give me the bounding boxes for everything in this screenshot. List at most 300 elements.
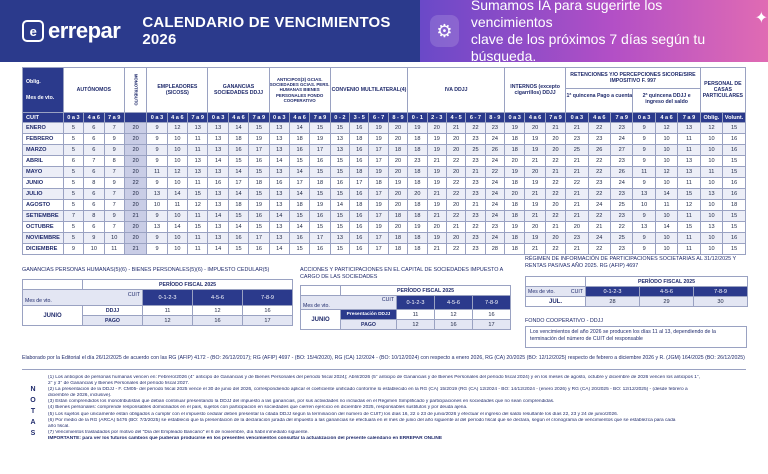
date-cell: 19 — [525, 178, 545, 189]
date-cell: 19 — [427, 167, 446, 178]
date-cell: 17 — [310, 233, 330, 244]
regimen-col-1: 0-1-2-3 — [586, 287, 640, 297]
date-cell: 20 — [545, 233, 565, 244]
date-cell: 20 — [525, 123, 545, 134]
date-cell: 18 — [505, 145, 525, 156]
date-cell: 19 — [505, 222, 525, 233]
cuit-col-header: 7 a 9 — [249, 113, 269, 123]
date-cell: 16 — [723, 145, 746, 156]
date-cell: 18 — [388, 244, 407, 255]
date-cell: 26 — [588, 145, 610, 156]
date-cell: 14 — [269, 244, 289, 255]
date-cell: 21 — [566, 200, 588, 211]
acciones-mes-cuit: CUIT Mes de vto. — [301, 296, 397, 310]
date-cell: 14 — [228, 167, 248, 178]
acciones-title: ACCIONES Y PARTICIPACIONES EN EL CAPITAL DE SOCIEDADES IMPUESTO A CARGO DE LAS SOCIEDADES — [300, 267, 503, 280]
date-cell: 15 — [330, 123, 349, 134]
date-cell: 16 — [350, 233, 369, 244]
month-cell: NOVIEMBRE — [23, 233, 64, 244]
date-cell: 13 — [269, 200, 289, 211]
date-cell: 10 — [167, 233, 187, 244]
date-cell: 19 — [427, 233, 446, 244]
date-cell: 16 — [208, 178, 228, 189]
cuit-col-header: 4 a 6 — [84, 113, 104, 123]
table-row — [23, 123, 746, 134]
logo-mark-icon: e — [22, 20, 44, 42]
cuit-col-header: 7 a 9 — [188, 113, 208, 123]
cuit-col-header: 0 a 3 — [269, 113, 289, 123]
cuit-col-header: 8 - 9 — [485, 113, 504, 123]
cuit-col-header: 0 a 3 — [633, 113, 655, 123]
date-cell: 5 — [63, 189, 83, 200]
date-cell: 10 — [655, 145, 677, 156]
elaborado-note: Elaborado por la Editorial el día 26/12/2025 de acuerdo con las RG (AFIP) 4172 - (BO: 26/12/2017); RG (AFIP) 4697 - (BO: 15/4/2020), RG (CA) 12/2024 - (BO: 10/12/2024) con respecto a enero 2026, RG (CA) 20/2025 (BO: 12/12/2025) respecto de febrero a diciembre 2026 y R. (JGM) 164/2025 (BO: 26/12/2025) — [22, 355, 745, 361]
date-cell: 9 — [633, 178, 655, 189]
cuit-col-header: 6 - 7 — [369, 113, 388, 123]
date-cell: 20 — [124, 123, 146, 134]
date-cell: 22 — [588, 156, 610, 167]
date-cell: 9 — [104, 145, 124, 156]
date-cell: 18 — [408, 211, 427, 222]
date-cell: 13 — [208, 167, 228, 178]
cuit-col-header: 4 a 6 — [289, 113, 309, 123]
date-cell: 14 — [289, 167, 309, 178]
cuit-col-header: 0 - 2 — [330, 113, 349, 123]
date-cell: 8 — [84, 211, 104, 222]
cuit-col-header: 7 a 9 — [678, 113, 700, 123]
date-cell: 10 — [655, 178, 677, 189]
date-cell: 20 — [446, 134, 465, 145]
nota-line: (7) Vencimientos trasladados por motivo del "Día del Empleado Bancario" el 6 de noviembre, día hábil inmediato siguiente. — [48, 429, 309, 435]
date-cell: 18 — [249, 178, 269, 189]
date-cell: 9 — [147, 145, 167, 156]
date-cell: 21 — [525, 156, 545, 167]
date-cell: 12 — [167, 167, 187, 178]
regimen-month: JUL. — [526, 297, 586, 307]
date-cell: 14 — [655, 222, 677, 233]
date-cell: 24 — [588, 200, 610, 211]
quincena-1-header: 1ª quincena Pago a cuenta — [566, 89, 633, 112]
date-cell: 23 — [485, 222, 504, 233]
date-cell: 11 — [147, 167, 167, 178]
date-cell: 6 — [84, 189, 104, 200]
gph-row2-label: PAGO — [83, 316, 143, 326]
table-row — [23, 134, 746, 145]
date-cell: 9 — [633, 134, 655, 145]
date-cell: 13 — [269, 167, 289, 178]
date-cell: 19 — [408, 123, 427, 134]
date-cell: 10 — [700, 200, 722, 211]
date-cell: 10 — [167, 178, 187, 189]
date-cell: 15 — [330, 189, 349, 200]
date-cell: 15 — [289, 211, 309, 222]
date-cell: 20 — [388, 167, 407, 178]
group-ganancias-sociedades: GANANCIAS SOCIEDADES DDJJ — [208, 68, 269, 113]
date-cell: 24 — [588, 233, 610, 244]
date-cell: 22 — [466, 222, 485, 233]
date-cell: 15 — [723, 156, 746, 167]
cuit-col-header: 4 - 5 — [446, 113, 465, 123]
date-cell: 24 — [485, 134, 504, 145]
date-cell: 22 — [545, 244, 565, 255]
date-cell: 10 — [700, 156, 722, 167]
date-cell: 10 — [700, 233, 722, 244]
date-cell: 5 — [63, 145, 83, 156]
date-cell: 9 — [633, 244, 655, 255]
date-cell: 9 — [633, 145, 655, 156]
date-cell: 21 — [525, 244, 545, 255]
date-cell: 12 — [655, 123, 677, 134]
date-cell: 22 — [588, 167, 610, 178]
date-cell: 19 — [369, 222, 388, 233]
date-cell: 24 — [485, 233, 504, 244]
date-cell: 10 — [700, 244, 722, 255]
date-cell: 9 — [633, 233, 655, 244]
date-cell: 9 — [104, 211, 124, 222]
date-cell: 21 — [566, 189, 588, 200]
date-cell: 23 — [611, 156, 633, 167]
date-cell: 14 — [228, 189, 248, 200]
acciones-row2-label: PAGO — [341, 320, 397, 330]
date-cell: 18 — [350, 167, 369, 178]
date-cell: 6 — [63, 156, 83, 167]
date-cell: 18 — [505, 211, 525, 222]
date-cell: 22 — [588, 211, 610, 222]
cuit-col-header: 8 - 9 — [388, 113, 407, 123]
date-cell: 11 — [678, 211, 700, 222]
month-cell: DICIEMBRE — [23, 244, 64, 255]
date-cell: 20 — [545, 134, 565, 145]
date-cell: 16 — [330, 178, 349, 189]
gph-pago-2: 16 — [193, 316, 243, 326]
date-cell: 13 — [208, 189, 228, 200]
date-cell: 22 — [446, 156, 465, 167]
date-cell: 18 — [505, 178, 525, 189]
date-cell: 24 — [485, 200, 504, 211]
date-cell: 19 — [310, 134, 330, 145]
table-row — [23, 178, 746, 189]
date-cell: 20 — [427, 222, 446, 233]
date-cell: 15 — [330, 244, 349, 255]
date-cell: 14 — [167, 189, 187, 200]
date-cell: 20 — [124, 134, 146, 145]
date-cell: 18 — [408, 178, 427, 189]
date-cell: 10 — [655, 134, 677, 145]
date-cell: 19 — [369, 134, 388, 145]
date-cell: 9 — [147, 211, 167, 222]
gph-month: JUNIO — [23, 306, 83, 326]
date-cell: 14 — [208, 244, 228, 255]
gph-table — [22, 279, 293, 326]
date-cell: 16 — [289, 145, 309, 156]
acciones-row1-label: Presentación DDJJ — [341, 310, 397, 320]
date-cell: 15 — [310, 123, 330, 134]
date-cell: 19 — [369, 123, 388, 134]
date-cell: 15 — [310, 167, 330, 178]
regimen-table — [525, 276, 748, 307]
date-cell: 22 — [566, 178, 588, 189]
date-cell: 21 — [427, 189, 446, 200]
date-cell: 15 — [678, 222, 700, 233]
date-cell: 6 — [84, 200, 104, 211]
date-cell: 9 — [147, 178, 167, 189]
cuit-col-header: 4 a 6 — [167, 113, 187, 123]
fondo-title: FONDO COOPERATIVO - DDJJ — [525, 318, 604, 324]
date-cell: 19 — [310, 200, 330, 211]
date-cell: 23 — [466, 233, 485, 244]
date-cell: 25 — [611, 233, 633, 244]
group-iva: IVA DDJJ — [408, 68, 505, 113]
date-cell: 9 — [104, 178, 124, 189]
date-cell: 17 — [350, 178, 369, 189]
ia-promo-banner[interactable] — [420, 0, 768, 62]
date-cell: 10 — [700, 211, 722, 222]
date-cell: 13 — [330, 233, 349, 244]
date-cell: 15 — [249, 123, 269, 134]
date-cell: 13 — [269, 123, 289, 134]
table-row — [23, 156, 746, 167]
date-cell: 27 — [611, 145, 633, 156]
date-cell: 14 — [289, 123, 309, 134]
date-cell: 17 — [369, 233, 388, 244]
date-cell: 24 — [485, 211, 504, 222]
date-cell: 12 — [655, 167, 677, 178]
date-cell: 22 — [446, 189, 465, 200]
cuit-col-header: 7 a 9 — [310, 113, 330, 123]
date-cell: 20 — [446, 233, 465, 244]
date-cell: 14 — [655, 189, 677, 200]
date-cell: 11 — [678, 134, 700, 145]
date-cell: 19 — [369, 200, 388, 211]
date-cell: 15 — [310, 189, 330, 200]
date-cell: 5 — [63, 200, 83, 211]
date-cell: 11 — [104, 244, 124, 255]
date-cell: 11 — [678, 178, 700, 189]
date-cell: 16 — [350, 211, 369, 222]
date-cell: 21 — [466, 200, 485, 211]
nota-line: (2) La presentación de la DDJJ - F. CM05- del período fiscal 2025 vence el 30 de junio del 2026, correspondiendo aplicar el coeficiente unificado conforme lo establecido en la RG (CA) 15/2019 (RG (CA) 12/2024 - BO: 14/12/2024 - (enero 2026) y RG (CA) 20/2025 - BO: 12/12/2025) - (desde febrero a — [48, 387, 688, 393]
date-cell: 9 — [633, 156, 655, 167]
date-cell: 18 — [350, 134, 369, 145]
sparkle-icon: ✦ — [754, 10, 768, 27]
group-anticipos: ANTICIPOS(3) GCIAS. SOCIEDADES GCIAS. PERS. HUMANAS BIENES PERSONALES FONDO COOPERATIVO — [269, 68, 330, 113]
date-cell: 19 — [427, 145, 446, 156]
date-cell: 19 — [249, 200, 269, 211]
date-cell: 20 — [124, 145, 146, 156]
month-cell: JULIO — [23, 189, 64, 200]
date-cell: 20 — [388, 189, 407, 200]
month-cell: ABRIL — [23, 156, 64, 167]
date-cell: 15 — [723, 222, 746, 233]
date-cell: 11 — [700, 167, 722, 178]
date-cell: 20 — [388, 200, 407, 211]
date-cell: 24 — [485, 178, 504, 189]
date-cell: 9 — [84, 233, 104, 244]
table-row — [23, 244, 746, 255]
table-row — [23, 189, 746, 200]
notas-list — [48, 375, 746, 442]
gph-periodo: PERÍODO FISCAL 2025 — [83, 280, 293, 290]
date-cell: 17 — [310, 145, 330, 156]
date-cell: 18 — [289, 134, 309, 145]
date-cell: 14 — [289, 189, 309, 200]
date-cell: 13 — [208, 145, 228, 156]
date-cell: 23 — [466, 134, 485, 145]
date-cell: 7 — [104, 200, 124, 211]
acciones-month: JUNIO — [301, 310, 341, 330]
nota-line: IMPORTANTE: para ver los futuros cambios que pudieran producirse en los presentes vencimientos consultar la actualización del presente calendario en ERREPAR ONLINE — [48, 435, 443, 441]
date-cell: 13 — [147, 222, 167, 233]
date-cell: 16 — [723, 178, 746, 189]
date-cell: 16 — [350, 156, 369, 167]
date-cell: 20 — [446, 167, 465, 178]
date-cell: 23 — [466, 156, 485, 167]
page-title: CALENDARIO DE VENCIMIENTOS 2026 — [142, 14, 391, 48]
acciones-ddjj-3: 16 — [473, 310, 511, 320]
date-cell: 10 — [700, 145, 722, 156]
date-cell: 14 — [330, 200, 349, 211]
date-cell: 16 — [723, 189, 746, 200]
date-cell: 10 — [167, 211, 187, 222]
date-cell: 16 — [723, 134, 746, 145]
date-cell: 16 — [289, 233, 309, 244]
date-cell: 25 — [566, 145, 588, 156]
cuit-col-header: 0 - 1 — [408, 113, 427, 123]
vencimientos-body — [23, 123, 746, 255]
regimen-mes-cuit: Mes de vto. CUIT — [526, 287, 586, 297]
date-cell: 23 — [588, 178, 610, 189]
date-cell: 15 — [228, 211, 248, 222]
date-cell: 16 — [350, 145, 369, 156]
date-cell: 18 — [505, 200, 525, 211]
date-cell: 18 — [388, 145, 407, 156]
errepar-logo — [22, 18, 120, 44]
date-cell: 15 — [249, 189, 269, 200]
date-cell: 21 — [124, 211, 146, 222]
date-cell: 9 — [147, 123, 167, 134]
date-cell: 15 — [330, 156, 349, 167]
gph-ddjj-1: 11 — [143, 306, 193, 316]
regimen-col-2: 4-5-6 — [640, 287, 694, 297]
divider — [22, 369, 746, 370]
date-cell: 18 — [505, 244, 525, 255]
cuit-col-header: 7 a 9 — [104, 113, 124, 123]
month-cell: MAYO — [23, 167, 64, 178]
date-cell: 6 — [84, 145, 104, 156]
date-cell: 10 — [84, 244, 104, 255]
date-cell: 26 — [485, 145, 504, 156]
date-cell: 13 — [700, 189, 722, 200]
date-cell: 18 — [310, 178, 330, 189]
nota-line: (1) Los anticipos de personas humanas vencen en: Febrero/2026 (4° anticipo de Ganancias y de Bienes Personales del período fiscal 2024); Abril/2026 (5° anticipo de Ganancias y de Bienes Personales del período fiscal 2024) y en los meses de agosto, octubre y diciembre de 2026 vencen los anticipos 1°, — [48, 375, 701, 380]
date-cell: 20 — [408, 189, 427, 200]
month-cell: MARZO — [23, 145, 64, 156]
date-cell: 6 — [84, 222, 104, 233]
date-cell: 21 — [525, 189, 545, 200]
table-row — [23, 222, 746, 233]
date-cell: 15 — [228, 244, 248, 255]
fondo-text: Los vencimientos del año 2026 se producen los días 11 al 13, dependiendo de la terminación del número de CUIT del responsable — [525, 326, 747, 348]
date-cell: 11 — [188, 244, 208, 255]
date-cell: 10 — [167, 145, 187, 156]
acciones-ddjj-2: 12 — [435, 310, 473, 320]
acciones-periodo: PERÍODO FISCAL 2025 — [341, 286, 511, 296]
date-cell: 13 — [188, 123, 208, 134]
date-cell: 8 — [84, 178, 104, 189]
date-cell: 6 — [84, 167, 104, 178]
date-cell: 10 — [104, 233, 124, 244]
date-cell: 20 — [124, 156, 146, 167]
date-cell: 9 — [147, 233, 167, 244]
date-cell: 9 — [104, 134, 124, 145]
date-cell: 20 — [446, 145, 465, 156]
date-cell: 14 — [208, 156, 228, 167]
date-cell: 21 — [466, 167, 485, 178]
date-cell: 18 — [369, 178, 388, 189]
date-cell: 16 — [228, 145, 248, 156]
date-cell: 18 — [505, 134, 525, 145]
header-banner — [0, 0, 768, 62]
date-cell: 21 — [446, 123, 465, 134]
date-cell: 7 — [84, 156, 104, 167]
nota-line: (4) Bienes personales: comprende responsables domiciliados en el país, sujetos con participación en sociedades que cierren ejercicio en diciembre 2025, responsables sustitutos y por deuda ajena. — [48, 405, 468, 411]
group-retenciones: RETENCIONES Y/O PERCEPCIONES SICORE/SIRE IMPOSITIVO F. 997 1ª quincena Pago a cuenta 2ª quincena DDJJ e ingreso del saldo — [566, 68, 701, 113]
date-cell: 21 — [545, 222, 565, 233]
date-cell: 13 — [208, 200, 228, 211]
date-cell: 23 — [611, 189, 633, 200]
table-row — [23, 145, 746, 156]
date-cell: 13 — [208, 134, 228, 145]
cuit-col-header: 0 a 3 — [505, 113, 525, 123]
date-cell: 20 — [124, 189, 146, 200]
regimen-val-3: 30 — [694, 297, 748, 307]
date-cell: 7 — [104, 222, 124, 233]
date-cell: 9 — [147, 134, 167, 145]
date-cell: 10 — [167, 244, 187, 255]
date-cell: 14 — [208, 211, 228, 222]
date-cell: 20 — [388, 156, 407, 167]
cuit-label: CUIT — [23, 113, 64, 123]
date-cell: 22 — [545, 178, 565, 189]
date-cell: 19 — [505, 167, 525, 178]
gph-mes-cuit: CUIT Mes de vto. — [23, 290, 143, 306]
cuit-col-header: 7 a 9 — [545, 113, 565, 123]
date-cell: 10 — [147, 200, 167, 211]
date-cell: 20 — [505, 189, 525, 200]
date-cell: 19 — [427, 178, 446, 189]
date-cell: 10 — [655, 233, 677, 244]
date-cell: 10 — [167, 156, 187, 167]
date-cell: 21 — [525, 211, 545, 222]
vencimientos-table — [22, 67, 746, 255]
date-cell: 22 — [124, 178, 146, 189]
acciones-col-3: 7-8-9 — [473, 296, 511, 310]
cuit-col-header: 4 a 6 — [588, 113, 610, 123]
date-cell: 20 — [388, 134, 407, 145]
date-cell: 22 — [588, 189, 610, 200]
date-cell: 19 — [427, 134, 446, 145]
date-cell: 21 — [427, 156, 446, 167]
date-cell: 23 — [466, 189, 485, 200]
table-row — [23, 211, 746, 222]
quincena-2-header: 2ª quincena DDJJ e ingreso del saldo — [642, 93, 691, 105]
date-cell: 11 — [655, 200, 677, 211]
date-cell: 21 — [588, 222, 610, 233]
date-cell: 17 — [369, 189, 388, 200]
date-cell: 5 — [63, 123, 83, 134]
date-cell: 20 — [525, 222, 545, 233]
date-cell: 6 — [84, 123, 104, 134]
